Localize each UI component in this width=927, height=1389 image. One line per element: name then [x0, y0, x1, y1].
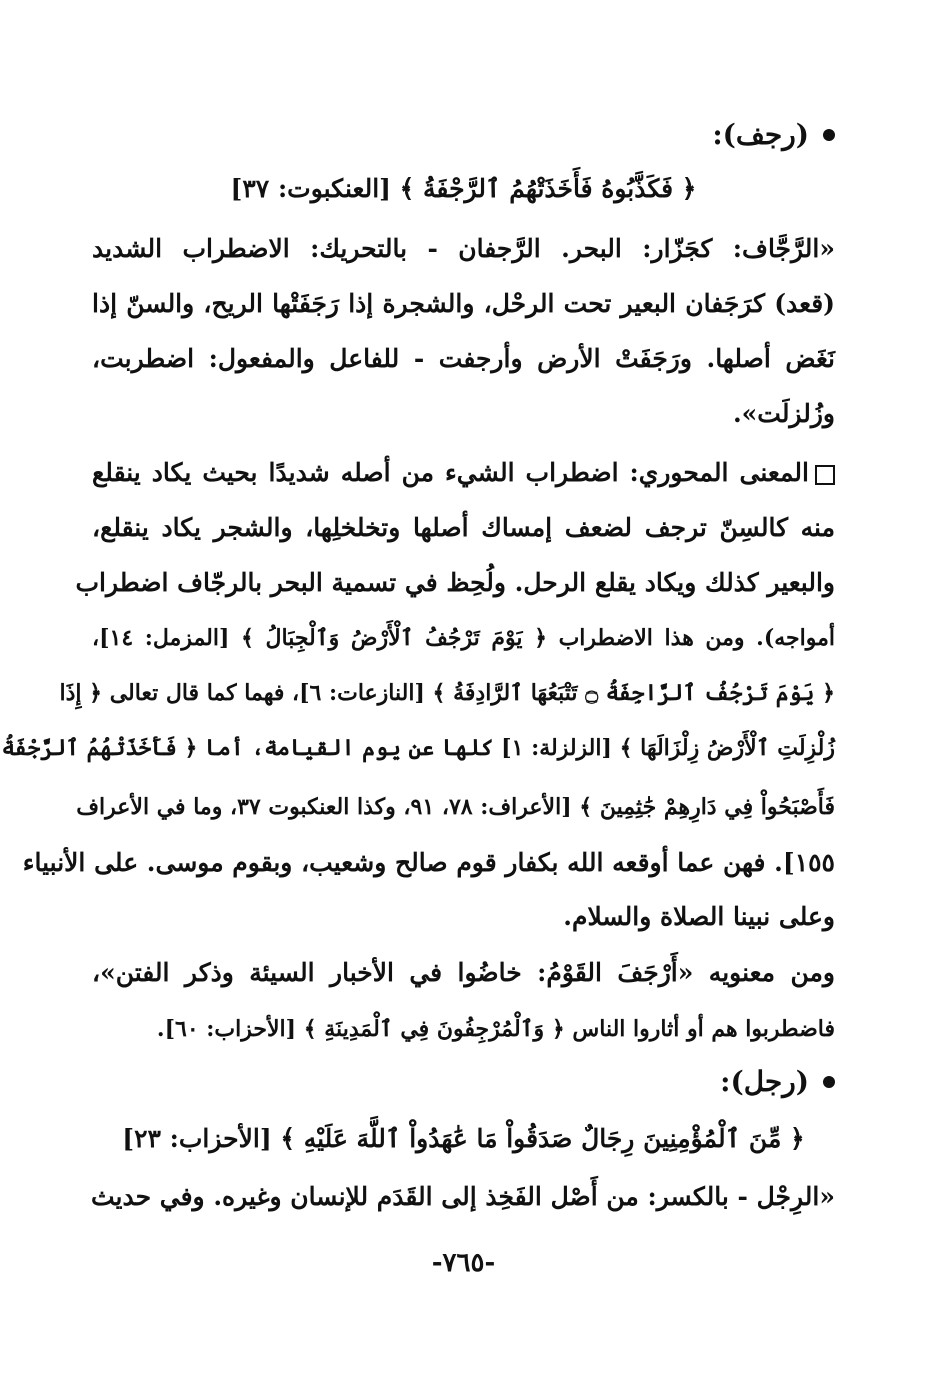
meaning-line: وعلى نبينا الصلاة والسلام.	[563, 902, 835, 931]
square-icon	[815, 465, 835, 485]
meaning-line: ﴿ يَوْمَ تَرْجُفُ ٱلرَّاجِفَةُ ۝ تَتْبَعُهَا ٱلرَّادِفَةُ ﴾ [النازعات: ٦]، فهما كما قال تعالى ﴿ إِذَا	[59, 680, 835, 706]
meaning-line-text: المعنى المحوري: اضطراب الشيء من أصله شديدًا بحيث يكاد ينقلع	[92, 458, 809, 487]
meaning-line-first	[92, 456, 835, 490]
meaning-line: زُلْزِلَتِ ٱلْأَرْضُ زِلْزَالَهَا ﴾ [الزلزلة: ١] كلها عن يوم القيامة، أما ﴿ فَأَخَذَتْهُمُ ٱلرَّجْفَةُ	[1, 735, 835, 761]
page-number: -٧٦٥-	[431, 1248, 496, 1278]
entry-heading-rajafa	[712, 117, 835, 153]
entry-heading-text: (رجل):	[720, 1065, 809, 1098]
meaning-line: ١٥٥]. فهن عما أوقعه الله بكفار قوم صالح وشعيب، وبقوم موسى. على الأنبياء	[22, 848, 835, 877]
quran-verse: ﴿ فَكَذَّبُوهُ فَأَخَذَتْهُمُ ٱلرَّجْفَةُ ﴾ [العنكبوت: ٣٧]	[230, 174, 697, 203]
meaning-line: منه كالسِنّ ترجف لضعف إمساك أصلها وتخلخلِها، والشجر يكاد ينقلع،	[92, 513, 835, 542]
meaning-line: والبعير كذلك ويكاد يقلع الرحل. ولُحِظ في تسمية البحر بالرجّاف اضطراب	[75, 568, 835, 597]
entry-heading-text: (رجف):	[712, 118, 809, 151]
definition-line: «الرِجْل - بالكسر: من أَصْل الفَخِذ إلى القَدَم للإنسان وغيره. وفي حديث	[90, 1182, 835, 1211]
bullet-icon	[823, 129, 835, 141]
meaning-line: أمواجه). ومن هذا الاضطراب ﴿ يَوْمَ تَرْجُفُ ٱلْأَرْضُ وَٱلْجِبَالُ ﴾ [المزمل: ١٤]،	[92, 625, 835, 651]
bullet-icon	[823, 1076, 835, 1088]
extra-meaning-line: ومن معنويه «أَرْجَفَ القَوْمُ: خاضُوا في الأخبار السيئة وذكر الفتن»،	[92, 958, 835, 987]
definition-line: (قعد) كرَجَفان البعير تحت الرحْل، والشجرة إذا رَجَفَتْها الريح، والسنّ إذا	[92, 289, 835, 318]
definition-line: «الرَّجَّاف: كجَزّار: البحر. الرَّجفان - بالتحريك: الاضطراب الشديد	[92, 234, 835, 263]
entry-heading-rajala	[720, 1064, 835, 1100]
meaning-line: فَأَصْبَحُواْ فِي دَارِهِمْ جَٰثِمِينَ ﴾ [الأعراف: ٧٨، ٩١، وكذا العنكبوت ٣٧، وما في الأعراف	[76, 794, 835, 820]
definition-line: نَغَض أصلها. ورَجَفَتْ الأرض وأرجفت - للفاعل والمفعول: اضطربت،	[92, 344, 835, 373]
extra-meaning-line: فاضطربوا هم أو أثاروا الناس ﴿ وَٱلْمُرْجِفُونَ فِي ٱلْمَدِينَةِ ﴾ [الأحزاب: ٦٠].	[156, 1016, 835, 1042]
definition-line: وزُلزلَت».	[732, 399, 835, 428]
quran-verse: ﴿ مِّنَ ٱلْمُؤْمِنِينَ رِجَالٌ صَدَقُواْ مَا عَٰهَدُواْ ٱللَّهَ عَلَيْهِ ﴾ [الأحزاب: ٢٣]	[122, 1124, 805, 1153]
